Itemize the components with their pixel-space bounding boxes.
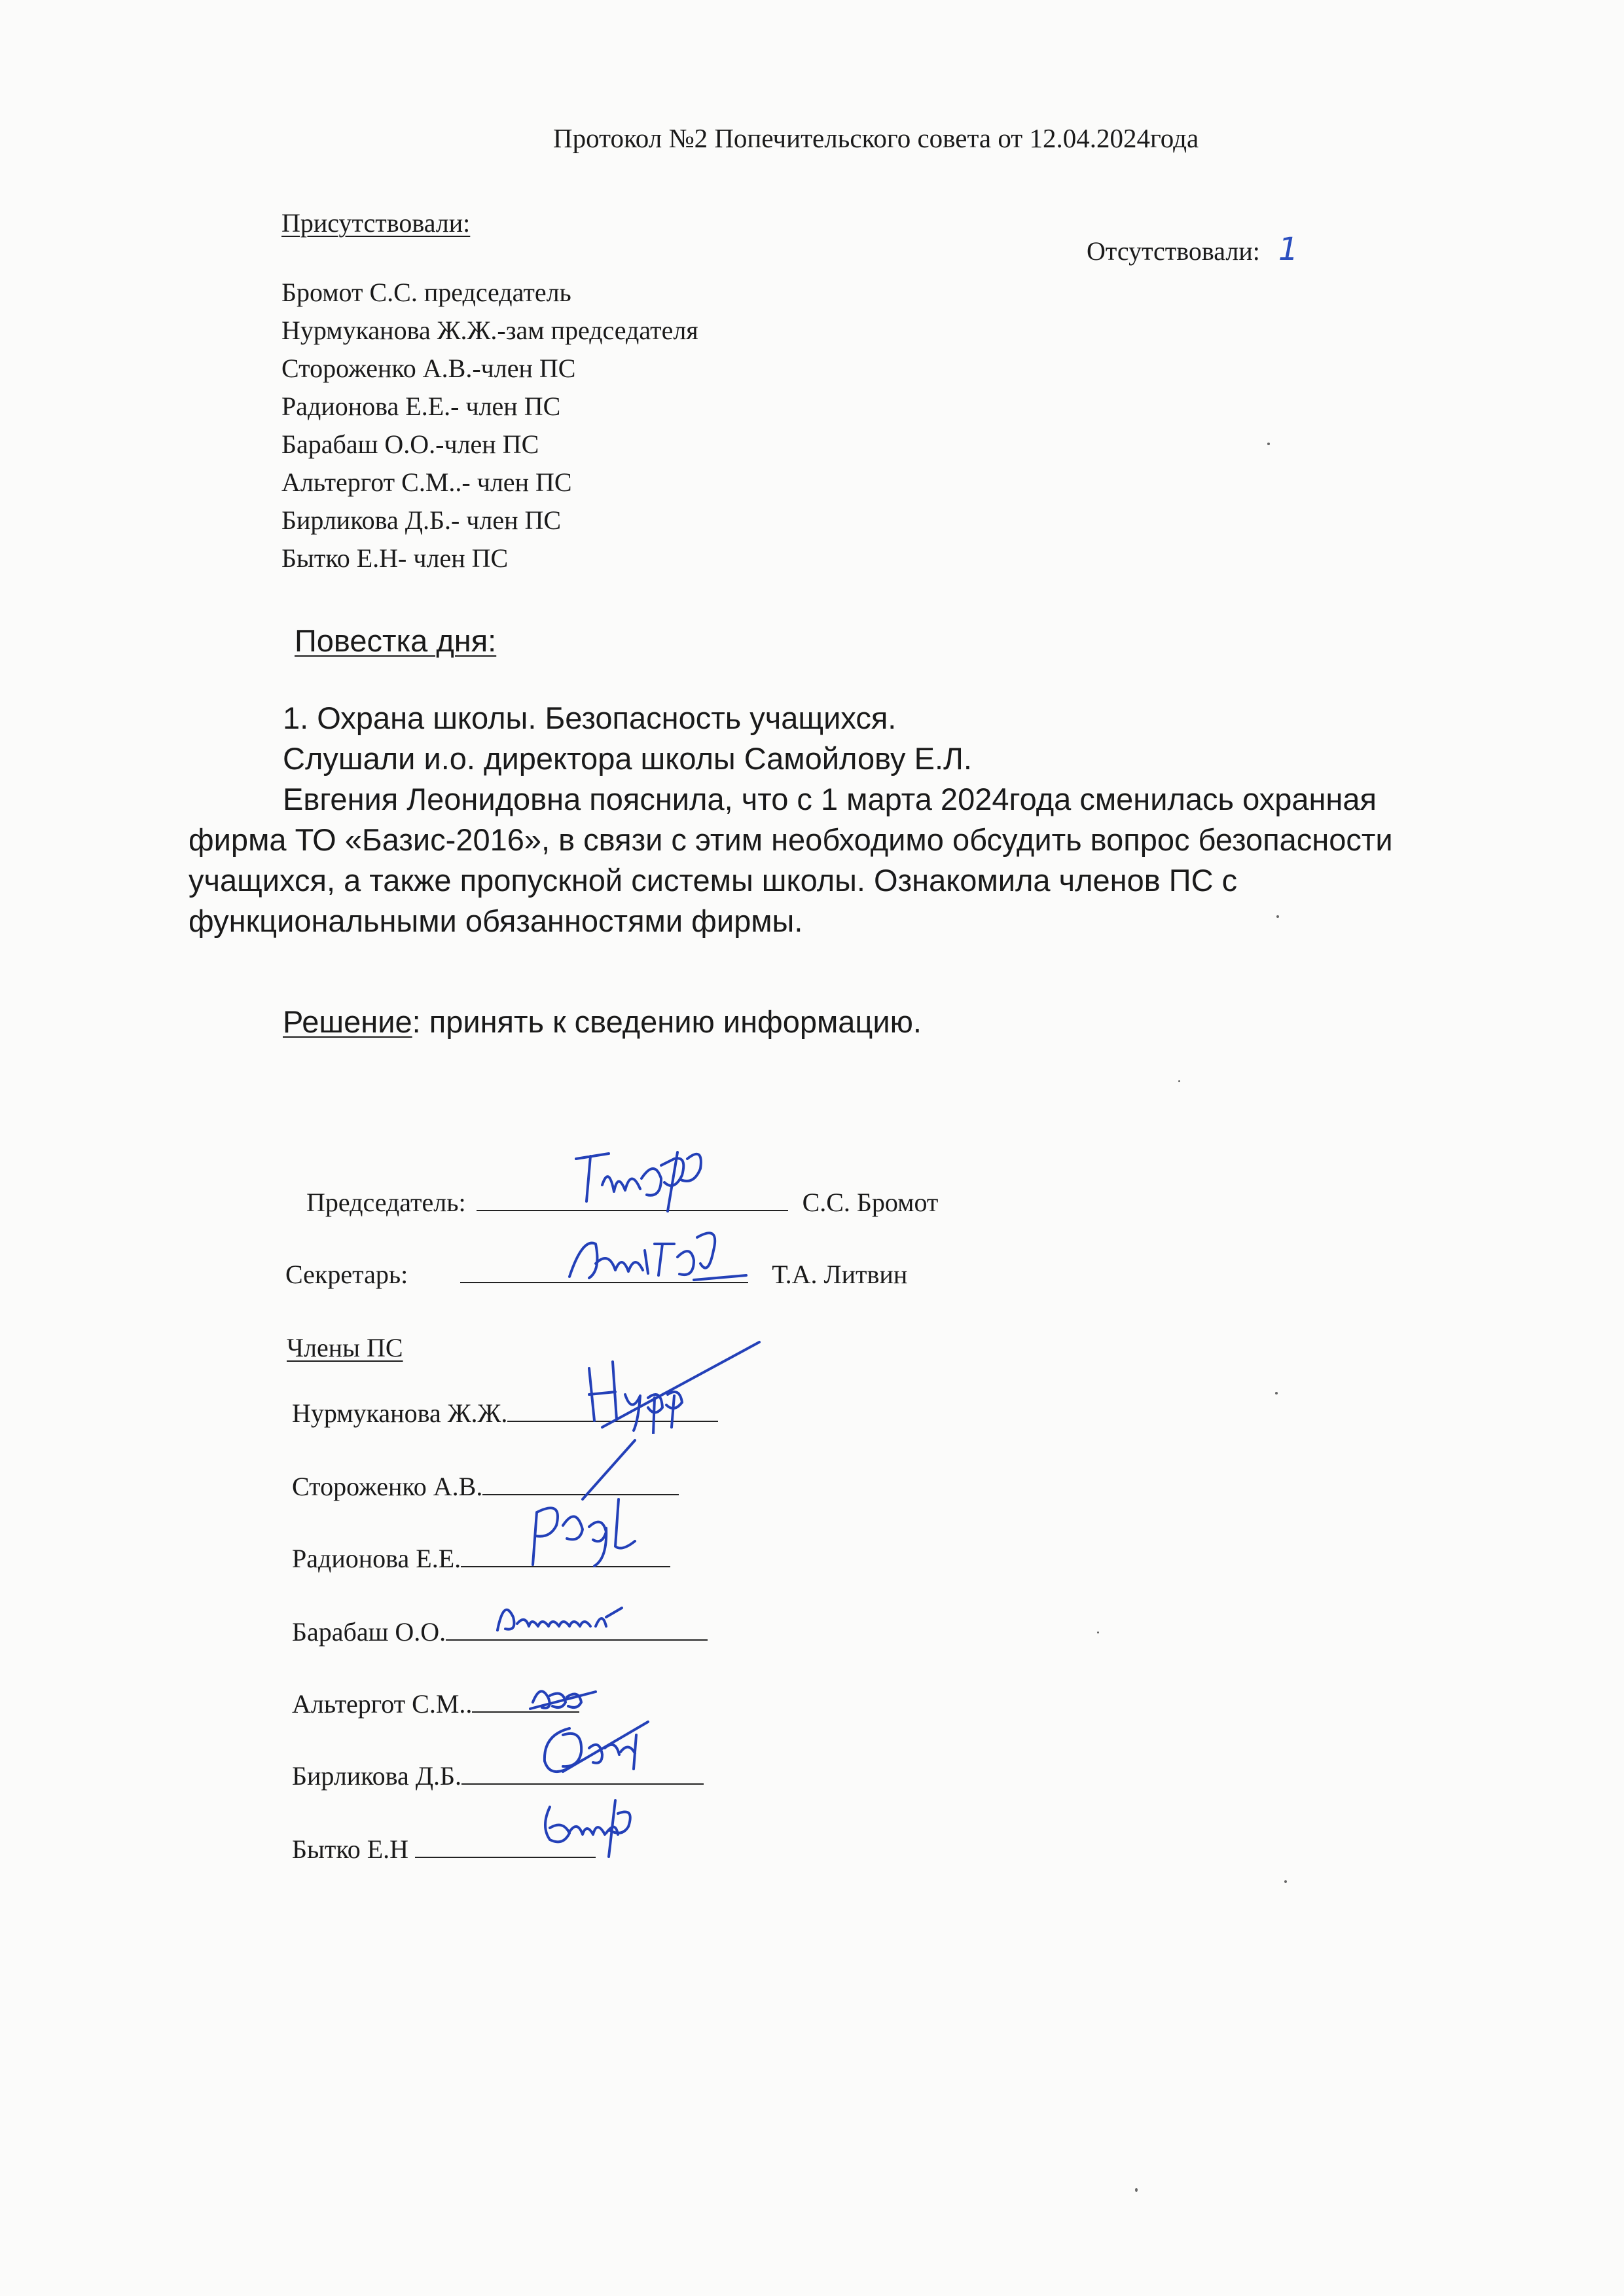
explanation-line: функциональными обязанностями фирмы. xyxy=(189,903,803,938)
scan-speck xyxy=(1097,1631,1099,1633)
secretary-signature xyxy=(563,1224,759,1296)
present-item: Бытко Е.Н- член ПС xyxy=(281,543,509,573)
scan-speck xyxy=(1276,915,1279,918)
member-name: Радионова Е.Е. xyxy=(292,1544,461,1573)
explanation-line: фирма ТО «Базис-2016», в связи с этим необходимо обсудить вопрос безопасности xyxy=(189,822,1393,857)
secretary-name: Т.А. Литвин xyxy=(772,1260,908,1289)
decision-label: Решение xyxy=(283,1004,412,1039)
present-item: Нурмуканова Ж.Ж.-зам председателя xyxy=(281,316,698,345)
member-name: Бирликова Д.Б. xyxy=(292,1761,461,1791)
present-item: Барабаш О.О.-член ПС xyxy=(281,429,539,459)
decision-text: : принять к сведению информацию. xyxy=(412,1004,922,1039)
member-signature xyxy=(537,1794,648,1859)
scan-speck xyxy=(1284,1880,1287,1883)
absent-value: 1 xyxy=(1278,231,1299,268)
member-signature xyxy=(563,1336,772,1434)
member-signature xyxy=(511,1486,668,1571)
protocol-title: Протокол №2 Попечительского совета от 12.04.2024года xyxy=(553,123,1199,153)
explanation-line: учащихся, а также пропускной системы школы. Ознакомила членов ПС с xyxy=(189,863,1238,898)
heard-line: Слушали и.о. директора школы Самойлову Е.Л. xyxy=(283,741,972,776)
member-name: Альтергот С.М.. xyxy=(292,1689,473,1719)
scan-speck xyxy=(1135,2188,1138,2192)
agenda-item: 1. Охрана школы. Безопасность учащихся. xyxy=(283,701,897,735)
member-signature xyxy=(537,1715,668,1787)
member-name: Барабаш О.О. xyxy=(292,1617,446,1647)
chairman-label: Председатель: xyxy=(306,1188,466,1217)
present-item: Радионова Е.Е.- член ПС xyxy=(281,392,561,421)
member-name: Нурмуканова Ж.Ж. xyxy=(292,1398,508,1428)
member-name: Стороженко А.В. xyxy=(292,1472,483,1501)
explanation-line: Евгения Леонидовна пояснила, что с 1 марта 2024года сменилась охранная xyxy=(283,782,1377,816)
member-name: Бытко Е.Н xyxy=(292,1834,409,1864)
present-heading: Присутствовали: xyxy=(281,208,471,238)
members-heading: Члены ПС xyxy=(287,1333,403,1362)
present-item: Альтергот С.М..- член ПС xyxy=(281,467,572,497)
secretary-label: Секретарь: xyxy=(285,1260,408,1289)
present-item: Бромот С.С. председатель xyxy=(281,278,571,307)
chairman-signature xyxy=(563,1139,733,1218)
scan-speck xyxy=(1275,1392,1278,1394)
present-item: Стороженко А.В.-член ПС xyxy=(281,354,576,383)
present-item: Бирликова Д.Б.- член ПС xyxy=(281,505,562,535)
scan-speck xyxy=(1178,1080,1180,1082)
present-list xyxy=(281,274,698,577)
member-signature xyxy=(491,1591,661,1643)
chairman-name: С.С. Бромот xyxy=(802,1188,939,1217)
absent-block xyxy=(1087,230,1298,270)
agenda-heading: Повестка дня: xyxy=(295,623,497,658)
decision-line xyxy=(283,1002,922,1042)
agenda-body xyxy=(189,698,1576,941)
scan-speck xyxy=(1267,443,1270,445)
absent-label: Отсутствовали: xyxy=(1087,236,1260,266)
member-signature xyxy=(524,1676,615,1715)
